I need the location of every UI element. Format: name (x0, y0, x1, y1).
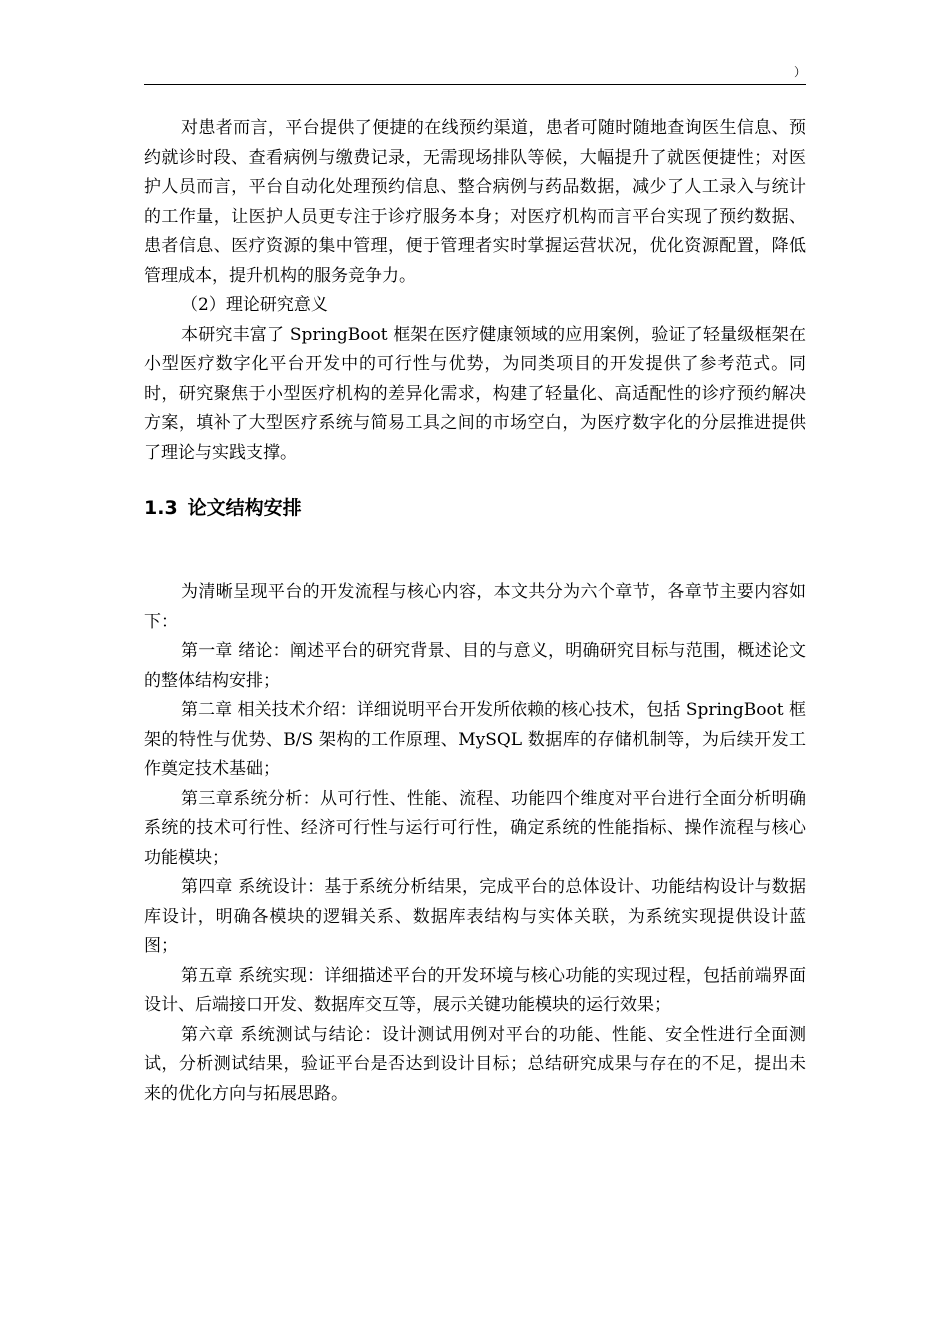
paragraph-structure-intro: 为清晰呈现平台的开发流程与核心内容，本文共分为六个章节，各章节主要内容如下： (144, 582, 806, 632)
section-title: 论文结构安排 (187, 497, 302, 519)
paragraph-chapter-4: 第四章 系统设计：基于系统分析结果，完成平台的总体设计、功能结构设计与数据库设计，明确各模块的逻辑关系、数据库表结构与实体关联，为系统实现提供设计蓝图； (144, 877, 806, 956)
subheading-theoretical-significance: （2）理论研究意义 (181, 295, 328, 315)
paragraph-chapter-6: 第六章 系统测试与结论：设计测试用例对平台的功能、性能、安全性进行全面测试，分析测试结果，验证平台是否达到设计目标；总结研究成果与存在的不足，提出未来的优化方向与拓展思路。 (144, 1024, 806, 1104)
page-header-mark: ） (793, 65, 806, 79)
paragraph-patient-benefits: 对患者而言，平台提供了便捷的在线预约渠道，患者可随时随地查询医生信息、预约就诊时段、查看病例与缴费记录，无需现场排队等候，大幅提升了就医便捷性；对医护人员而言，平台自动化处理预约信息、整合病例与药品数据，减少了人工录入与统计的工作量，让医护人员更专注于诊疗服务本身；对医疗机构而言平台实现了预约数据、患者信息、医疗资源的集中管理，便于管理者实时掌握运营状况，优化资源配置，降低管理成本，提升机构的服务竞争力。 (144, 118, 806, 286)
paragraph-chapter-1: 第一章 绪论：阐述平台的研究背景、目的与意义，明确研究目标与范围，概述论文的整体结构安排； (144, 641, 806, 691)
heading-spacer (144, 526, 806, 578)
page-content (144, 114, 806, 1109)
paragraph-chapter-5: 第五章 系统实现：详细描述平台的开发环境与核心功能的实现过程，包括前端界面设计、后端接口开发、数据库交互等，展示关键功能模块的运行效果； (144, 965, 806, 1015)
section-number: 1.3 (144, 497, 178, 519)
paragraph-chapter-2: 第二章 相关技术介绍：详细说明平台开发所依赖的核心技术，包括 SpringBoot 框架的特性与优势、B/S 架构的工作原理、MySQL 数据库的存储机制等，为后续开发工作奠定技术基础； (144, 700, 806, 779)
header-rule (144, 84, 806, 85)
section-heading (144, 490, 806, 526)
paragraph-theoretical-significance: 本研究丰富了 SpringBoot 框架在医疗健康领域的应用案例，验证了轻量级框架在小型医疗数字化平台开发中的可行性与优势，为同类项目的开发提供了参考范式。同时，研究聚焦于小型医疗机构的差异化需求，构建了轻量化、高适配性的诊疗预约解决方案，填补了大型医疗系统与简易工具之间的市场空白，为医疗数字化的分层推进提供了理论与实践支撑。 (144, 324, 806, 463)
paragraph-chapter-3: 第三章系统分析：从可行性、性能、流程、功能四个维度对平台进行全面分析明确系统的技术可行性、经济可行性与运行可行性，确定系统的性能指标、操作流程与核心功能模块； (144, 788, 806, 868)
